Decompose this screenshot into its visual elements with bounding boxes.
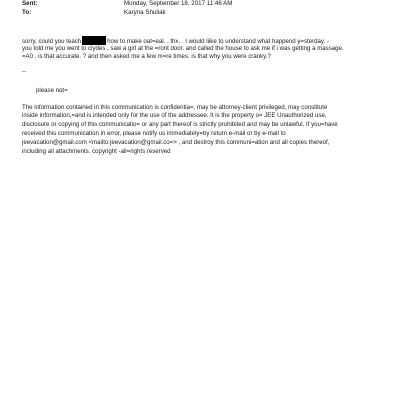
- to-label: To:: [22, 9, 32, 16]
- disclaimer-line-2: inside information,=and is intended only for the use of the addressee. It is the property o= JEE Unauthorized use,: [22, 112, 327, 119]
- body-line-2: you told me you went to clydes , saw a girl at the =ront door. and called the house to ask me if i was getting a massage.: [22, 45, 344, 52]
- body-line-1-end: how to make oat=eal. . thx. . I would liike to understand what happend y=sterday. -: [107, 38, 329, 45]
- body-line-1-start: sorry, could you teach: [22, 38, 82, 45]
- to-value: Karyna Shuliak: [124, 9, 166, 16]
- sent-value: Monday, September 18, 2017 11:46 AM: [124, 0, 233, 7]
- separator: --: [22, 68, 27, 75]
- disclaimer-line-3: disclosure or copying of this communicatio= or any part thereof is strictly prohibited and may be unlawful. If you=have: [22, 121, 338, 128]
- please-note: please not=: [36, 87, 68, 94]
- body-line-1: [22, 36, 329, 45]
- disclaimer-line-1: The information contained in this communication is confidentia=, may be attorney-client privileged, may constitute: [22, 104, 328, 111]
- body-line-3: =A0 . is that accurate. ? and then asked me a few m=re times. is that why you were cranky.?: [22, 53, 271, 60]
- redaction-box: [82, 36, 106, 45]
- sent-label: Sent:: [22, 0, 38, 7]
- disclaimer-line-4: received this communication in error, please notify us immediately=by return e-mail or by e-mail to: [22, 130, 286, 137]
- disclaimer-line-5: jeevacation@gmail.com <mailto:jeevacation@gmail.co=> , and destroy this communi=ation and all copies thereof,: [22, 139, 330, 146]
- disclaimer-line-6: including all attachments. copyright -all=rights reserved: [22, 148, 171, 155]
